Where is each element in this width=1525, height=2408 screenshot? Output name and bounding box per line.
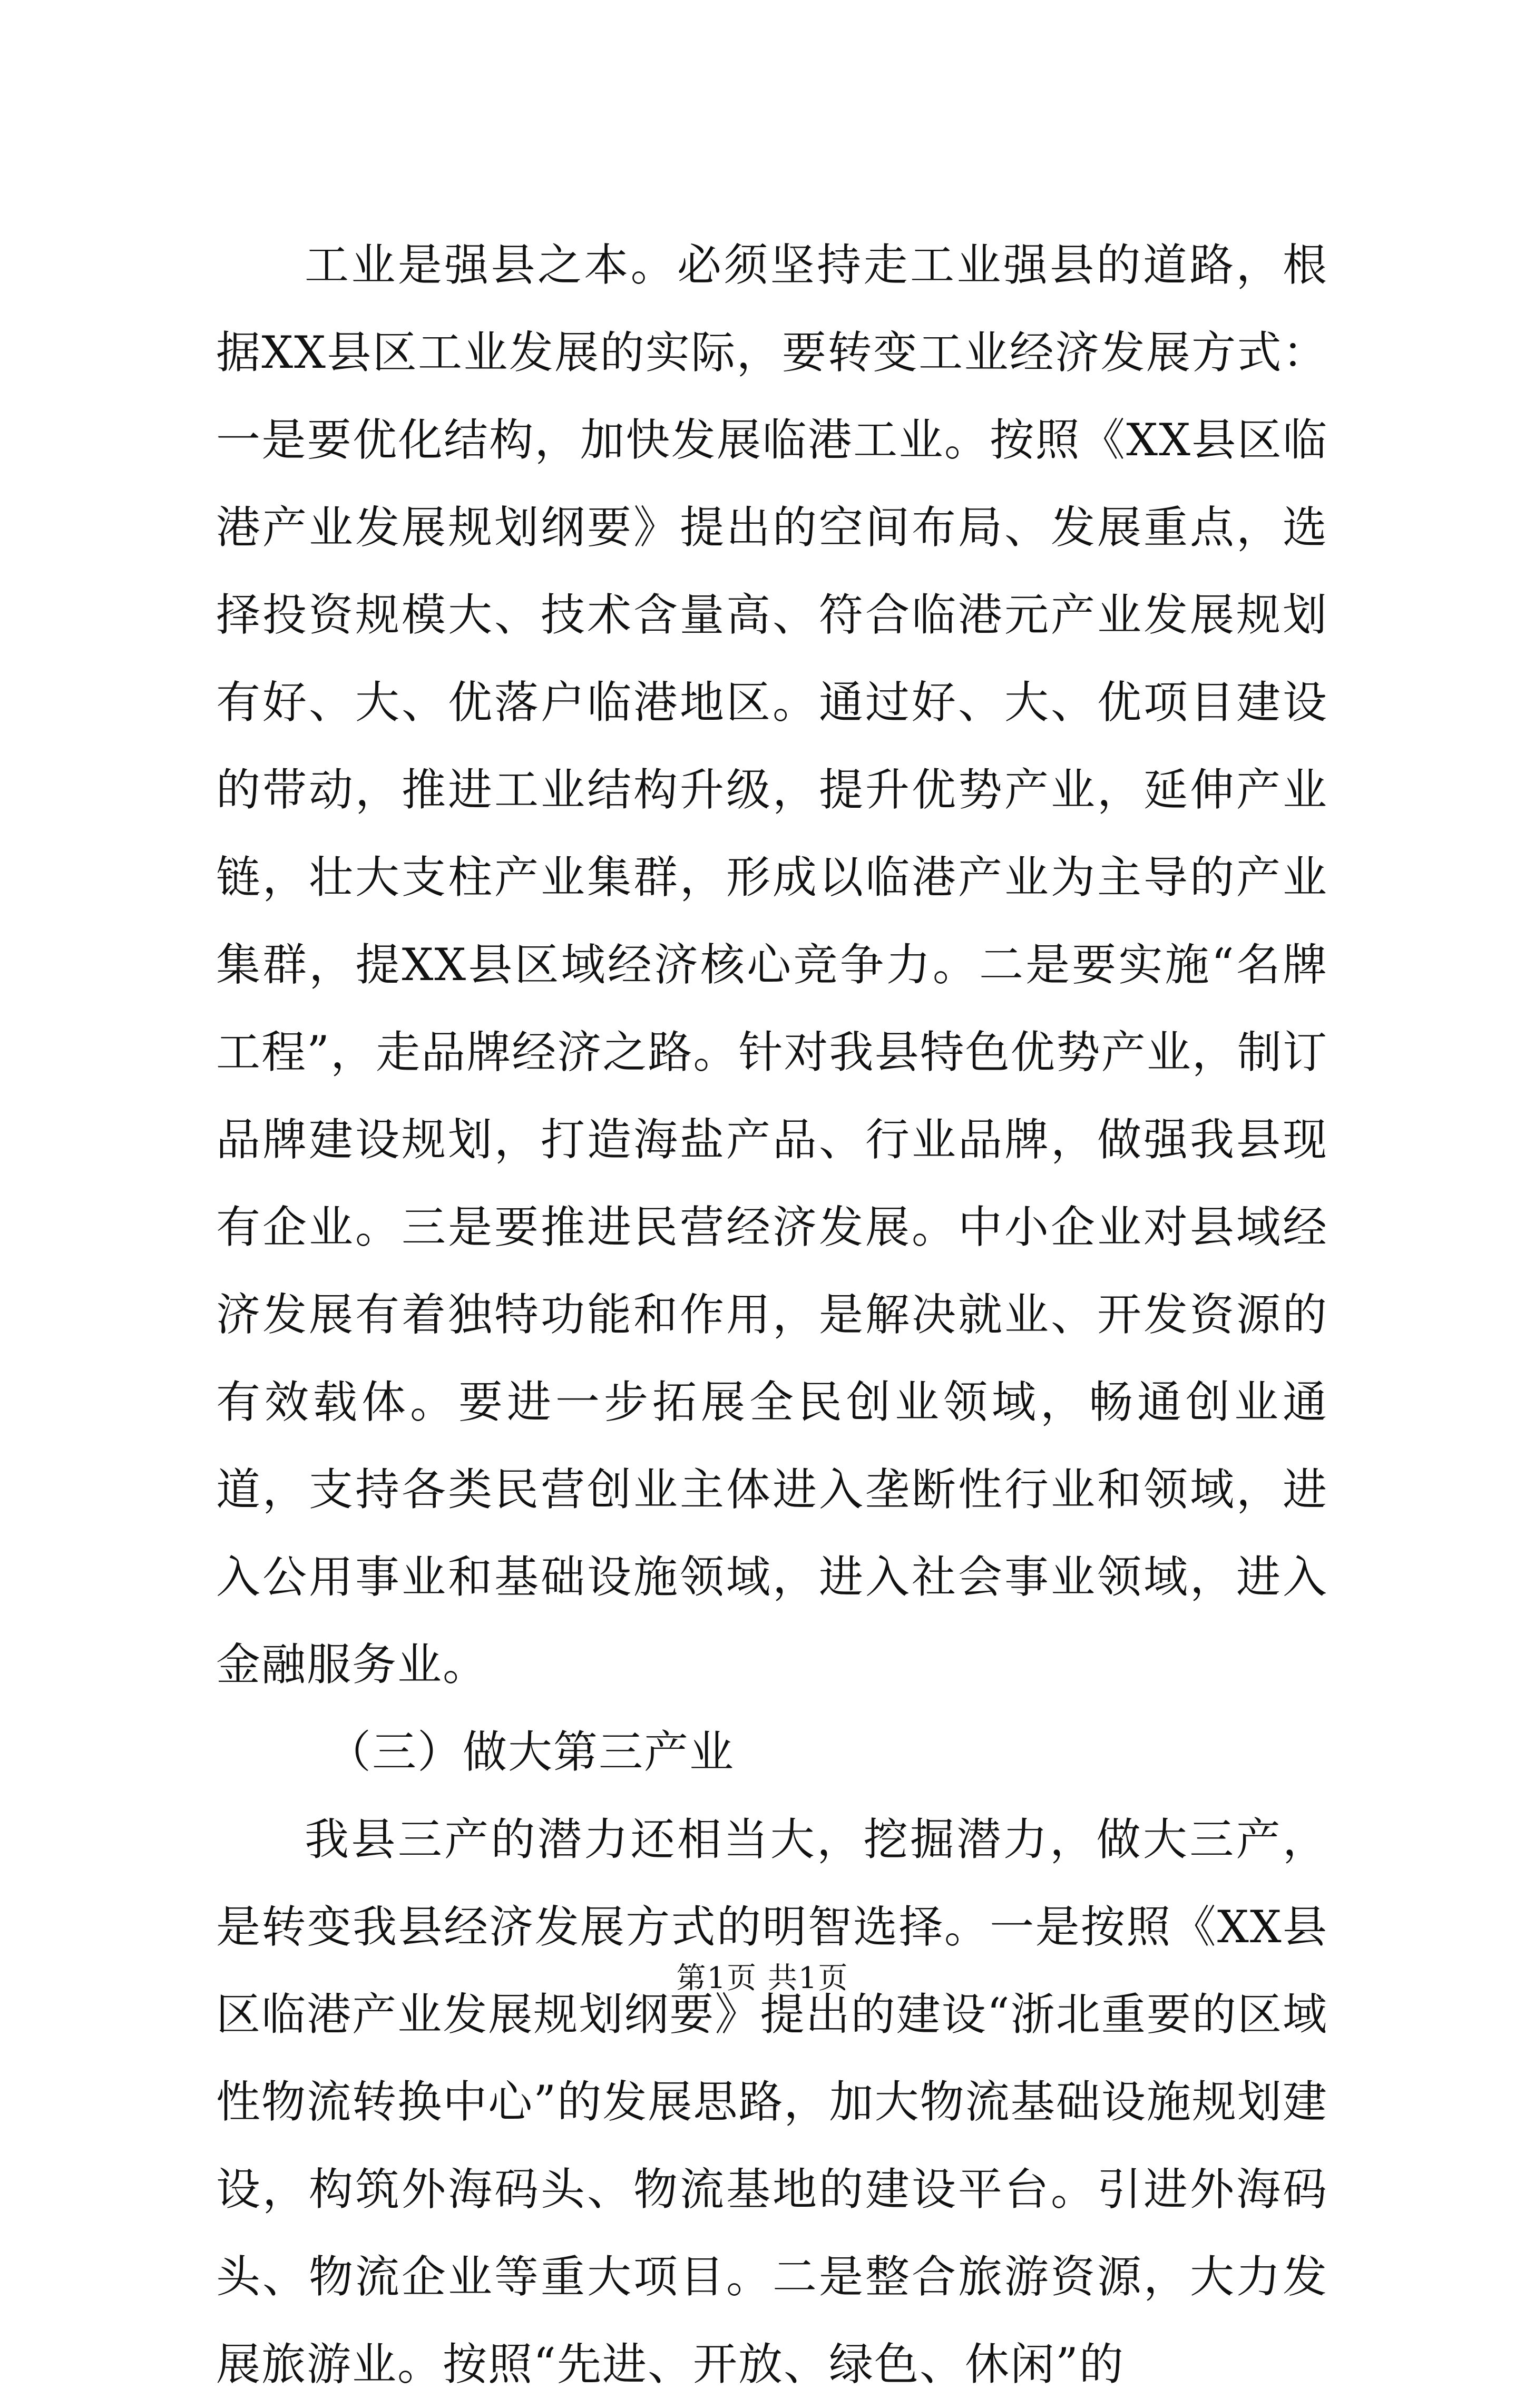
page-footer: 第1页 共1页 (676, 1961, 849, 1995)
paragraph-industry: 工业是强县之本。必须坚持走工业强县的道路，根据XX县区工业发展的实际，要转变工业经济发展方式：一是要优化结构，加快发展临港工业。按照《XX县区临港产业发展规划纲要》提出的空间布局、发展重点，选择投资规模大、技术含量高、符合临港元产业发展规划有好、大、优落户临港地区。通过好、大、优项目建设的带动，推进工业结构升级，提升优势产业，延伸产业链，壮大支柱产业集群，形成以临港产业为主导的产业集群，提XX县区域经济核心竞争力。二是要实施“名牌工程”，走品牌经济之路。针对我县特色优势产业，制订品牌建设规划，打造海盐产品、行业品牌，做强我县现有企业。三是要推进民营经济发展。中小企业对县域经济发展有着独特功能和作用，是解决就业、开发资源的有效载体。要进一步拓展全民创业领域，畅通创业通道，支持各类民营创业主体进入垄断性行业和领域，进入公用事业和基础设施领域，进入社会事业领域，进入金融服务业。 (216, 239, 1328, 1690)
paragraph-tertiary-industry: 我县三产的潜力还相当大，挖掘潜力，做大三产，是转变我县经济发展方式的明智选择。一是按照《XX县区临港产业发展规划纲要》提出的建设“浙北重要的区域性物流转换中心”的发展思路，加大物流基础设施规划建设，构筑外海码头、物流基地的建设平台。引进外海码头、物流企业等重大项目。二是整合旅游资源，大力发展旅游业。按照“先进、开放、绿色、休闲”的 (216, 1814, 1328, 2390)
document-body (216, 221, 1328, 2408)
section-heading-tertiary-industry: （三）做大第三产业 (327, 1726, 735, 1778)
